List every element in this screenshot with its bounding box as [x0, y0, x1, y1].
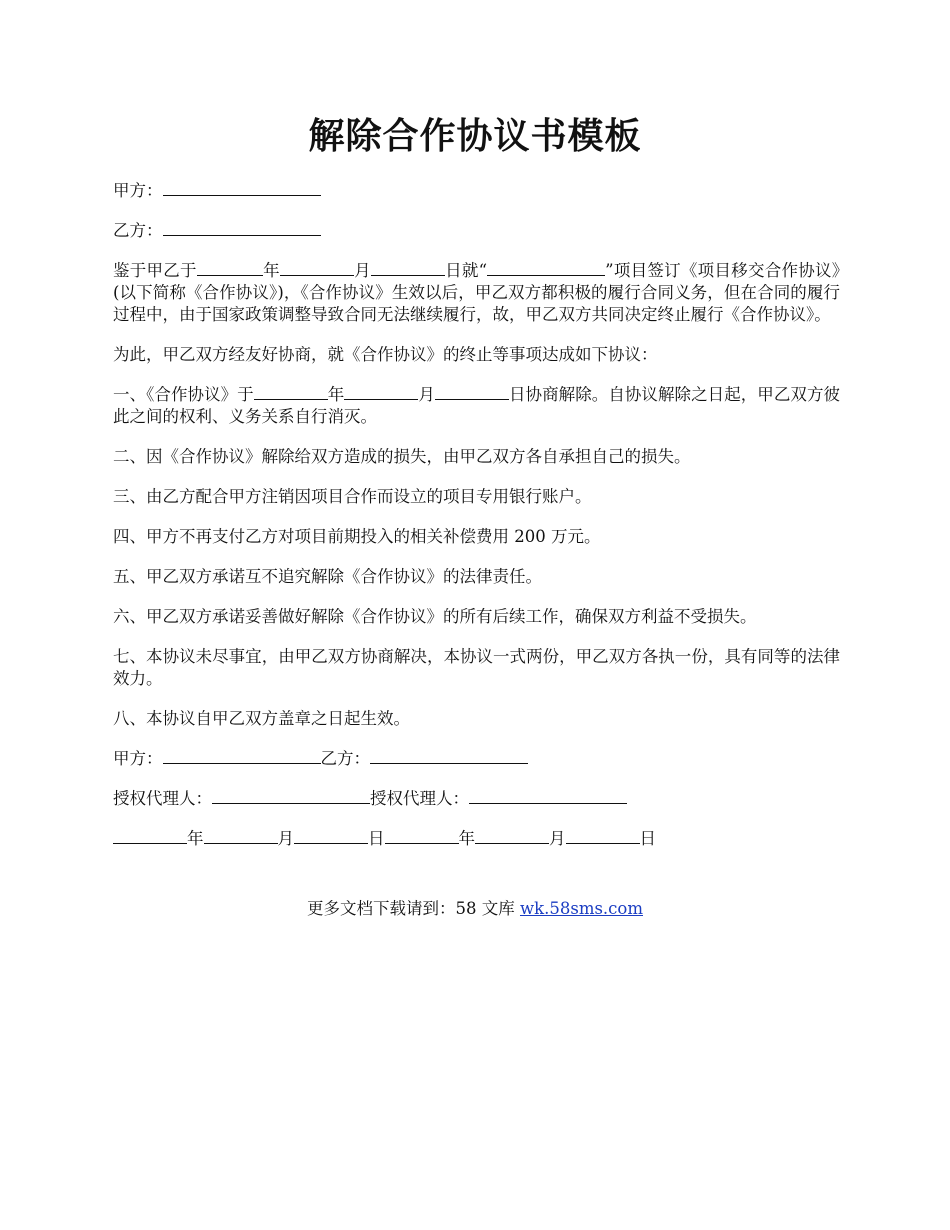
blank	[163, 748, 321, 764]
blank	[204, 828, 278, 844]
clause-3: 三、由乙方配合甲方注销因项目合作而设立的项目专用银行账户。	[113, 487, 592, 506]
blank	[280, 260, 354, 276]
agent-line	[113, 788, 840, 810]
blank	[469, 788, 627, 804]
blank	[212, 788, 370, 804]
footer-text: 更多文档下载请到：58 文库	[306, 899, 520, 918]
blank	[113, 828, 187, 844]
blank	[294, 828, 368, 844]
day-label: 日就“	[444, 261, 488, 280]
month-label: 月	[418, 385, 435, 404]
clause-6: 六、甲乙双方承诺妥善做好解除《合作协议》的所有后续工作，确保双方利益不受损失。	[113, 607, 757, 626]
month-label: 月	[549, 829, 566, 848]
blank	[435, 384, 509, 400]
year-label: 年	[187, 829, 204, 848]
month-label: 月	[277, 829, 294, 848]
clause-text: 日协商解除。自协议解除之日起，甲乙双方彼此之间的权利、义务关系自行消灭。	[113, 385, 841, 426]
party-b-label: 乙方：	[113, 221, 163, 240]
document-title: 解除合作协议书模板	[308, 115, 642, 157]
project-blank	[487, 260, 605, 276]
blank	[385, 828, 459, 844]
party-a-label: 甲方：	[113, 181, 163, 200]
day-label: 日	[639, 829, 656, 848]
clause-1	[113, 384, 840, 428]
party-b-line	[113, 220, 840, 242]
intro-paragraph	[113, 260, 840, 326]
day-label: 日	[368, 829, 385, 848]
year-label: 年	[327, 385, 345, 404]
year-label: 年	[262, 261, 280, 280]
blank	[254, 384, 328, 400]
clause-4: 四、甲方不再支付乙方对项目前期投入的相关补偿费用 200 万元。	[113, 527, 601, 546]
agent-b-label: 授权代理人：	[370, 789, 469, 808]
blank	[475, 828, 549, 844]
clause-2: 二、因《合作协议》解除给双方造成的损失，由甲乙双方各自承担自己的损失。	[113, 447, 691, 466]
footer-link[interactable]: wk.58sms.com	[519, 899, 643, 918]
blank	[566, 828, 640, 844]
sign-party-b-label: 乙方：	[320, 749, 370, 768]
clause-text: 一、《合作协议》于	[113, 385, 254, 404]
blank	[197, 260, 263, 276]
clause-8: 八、本协议自甲乙双方盖章之日起生效。	[113, 709, 410, 728]
purpose-paragraph: 为此，甲乙双方经友好协商，就《合作协议》的终止等事项达成如下协议：	[113, 345, 658, 364]
sign-party-a-label: 甲方：	[113, 749, 163, 768]
document-body	[113, 180, 840, 868]
party-a-line	[113, 180, 840, 202]
blank	[371, 260, 445, 276]
party-a-blank	[163, 180, 321, 196]
clause-5: 五、甲乙双方承诺互不追究解除《合作协议》的法律责任。	[113, 567, 542, 586]
blank	[344, 384, 418, 400]
month-label: 月	[353, 261, 371, 280]
signature-line	[113, 748, 840, 770]
year-label: 年	[458, 829, 475, 848]
intro-text: 鉴于甲乙于	[113, 261, 197, 280]
party-b-blank	[163, 220, 321, 236]
blank	[370, 748, 528, 764]
agent-a-label: 授权代理人：	[113, 789, 212, 808]
clause-7: 七、本协议未尽事宜，由甲乙双方协商解决，本协议一式两份，甲乙双方各执一份，具有同等的法律效力。	[113, 647, 840, 688]
date-line	[113, 828, 840, 850]
intro-text: ”项目签订《项目移交合作协议》(以下简称《合作协议》)，《合作协议》生效以后，甲乙双方都积极的履行合同义务，但在合同的履行过程中，由于国家政策调整导致合同无法继续履行，故，甲乙双方共同决定终止履行《合作协议》。	[113, 261, 841, 324]
footer	[0, 898, 950, 920]
